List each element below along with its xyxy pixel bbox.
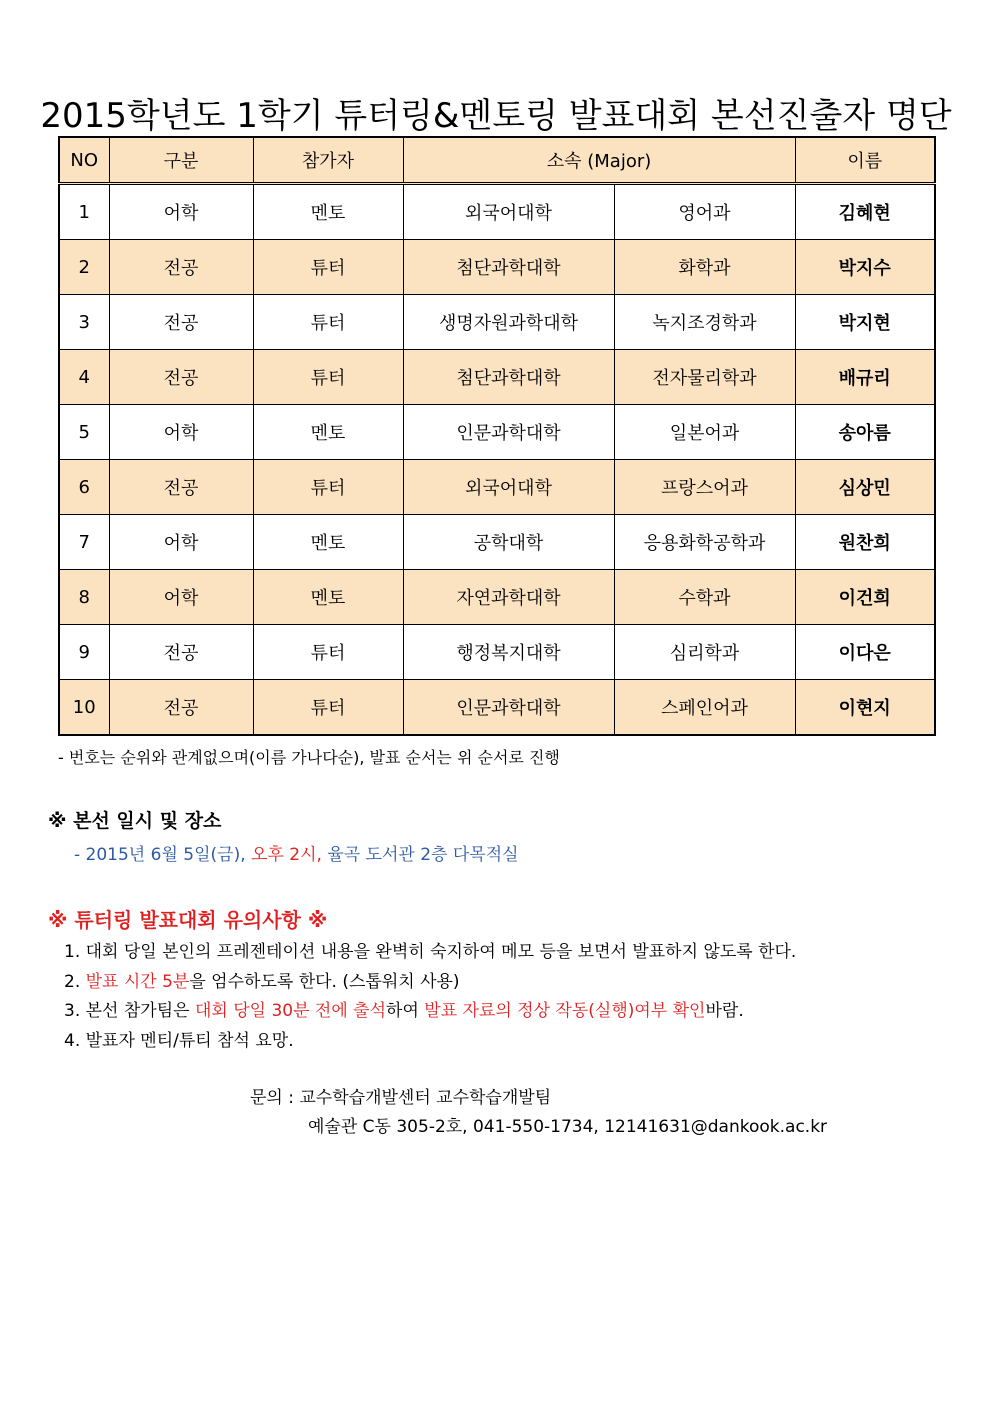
- cell-name: 박지현: [795, 295, 935, 350]
- cell-college: 외국어대학: [403, 460, 614, 515]
- cell-category: 전공: [109, 295, 253, 350]
- cell-category: 어학: [109, 515, 253, 570]
- cell-name: 이다은: [795, 625, 935, 680]
- cell-dept: 영어과: [614, 184, 795, 240]
- schedule-date: 2015년 6월 5일(금),: [85, 845, 246, 865]
- cell-participant: 튜터: [253, 625, 403, 680]
- cell-participant: 튜터: [253, 350, 403, 405]
- cell-college: 인문과학대학: [403, 680, 614, 736]
- cell-participant: 튜터: [253, 295, 403, 350]
- table-row: [59, 405, 935, 460]
- cell-dept: 심리학과: [614, 625, 795, 680]
- cell-category: 전공: [109, 240, 253, 295]
- cell-college: 첨단과학대학: [403, 240, 614, 295]
- cell-participant: 멘토: [253, 515, 403, 570]
- caution-item-3-a: 3. 본선 참가팀은: [64, 1001, 195, 1021]
- cell-college: 자연과학대학: [403, 570, 614, 625]
- header-participant: 참가자: [253, 137, 403, 184]
- schedule-heading: ※ 본선 일시 및 장소: [48, 810, 222, 832]
- cell-college: 행정복지대학: [403, 625, 614, 680]
- cell-no: 2: [59, 240, 109, 295]
- table-header-row: [59, 137, 935, 184]
- table-row: [59, 350, 935, 405]
- cell-dept: 프랑스어과: [614, 460, 795, 515]
- caution-item-4: 4. 발표자 멘티/튜티 참석 요망.: [64, 1030, 294, 1051]
- cell-participant: 멘토: [253, 405, 403, 460]
- cell-no: 3: [59, 295, 109, 350]
- cell-dept: 일본어과: [614, 405, 795, 460]
- cell-dept: 수학과: [614, 570, 795, 625]
- header-no: NO: [59, 137, 109, 184]
- cell-category: 어학: [109, 184, 253, 240]
- header-category: 구분: [109, 137, 253, 184]
- cell-name: 박지수: [795, 240, 935, 295]
- cell-name: 이건희: [795, 570, 935, 625]
- schedule-prefix: -: [74, 845, 86, 865]
- contact-line-1: 문의 : 교수학습개발센터 교수학습개발팀: [250, 1088, 552, 1108]
- caution-item-1: 1. 대회 당일 본인의 프레젠테이션 내용을 완벽히 숙지하여 메모 등을 보면서 발표하지 않도록 한다.: [64, 942, 797, 962]
- page-title: 2015학년도 1학기 튜터링&멘토링 발표대회 본선진출자 명단: [40, 96, 952, 136]
- caution-item-2-rest: 을 엄수하도록 한다. (스톱워치 사용): [189, 971, 460, 992]
- table-row: [59, 515, 935, 570]
- cell-dept: 화학과: [614, 240, 795, 295]
- cell-college: 외국어대학: [403, 184, 614, 240]
- table-row: [59, 295, 935, 350]
- schedule-line: [74, 840, 519, 865]
- cell-no: 6: [59, 460, 109, 515]
- cell-participant: 튜터: [253, 460, 403, 515]
- cell-name: 이현지: [795, 680, 935, 736]
- caution-item-3-c: 하여: [386, 1001, 425, 1021]
- table-row: [59, 240, 935, 295]
- caution-item-3-e: 바람.: [705, 1001, 744, 1021]
- cell-category: 전공: [109, 350, 253, 405]
- table-row: [59, 460, 935, 515]
- cell-college: 인문과학대학: [403, 405, 614, 460]
- cell-name: 배규리: [795, 350, 935, 405]
- finalists-table: [58, 136, 936, 736]
- cell-no: 8: [59, 570, 109, 625]
- caution-item-3: [64, 997, 796, 1027]
- cell-participant: 멘토: [253, 570, 403, 625]
- caution-item-2-emphasis: 발표 시간 5분: [85, 971, 190, 992]
- table-footnote: - 번호는 순위와 관계없으며(이름 가나다순), 발표 순서는 위 순서로 진행: [58, 748, 560, 767]
- cell-no: 1: [59, 184, 109, 240]
- cell-no: 4: [59, 350, 109, 405]
- cell-name: 송아름: [795, 405, 935, 460]
- caution-item-3-b: 대회 당일 30분 전에 출석: [194, 1001, 387, 1021]
- cell-category: 전공: [109, 625, 253, 680]
- caution-list: [64, 938, 796, 1056]
- contact-block: [250, 1084, 827, 1142]
- table-row: [59, 625, 935, 680]
- cell-college: 생명자원과학대학: [403, 295, 614, 350]
- cell-no: 10: [59, 680, 109, 736]
- caution-item-3-d: 발표 자료의 정상 작동(실행)여부 확인: [424, 1001, 706, 1021]
- cell-name: 김혜현: [795, 184, 935, 240]
- table-row: [59, 680, 935, 736]
- cell-dept: 응용화학공학과: [614, 515, 795, 570]
- contact-line-2: 예술관 C동 305-2호, 041-550-1734, 12141631@dankook.ac.kr: [308, 1117, 828, 1137]
- table-row: [59, 184, 935, 240]
- cell-name: 원찬희: [795, 515, 935, 570]
- cell-category: 전공: [109, 680, 253, 736]
- cell-dept: 전자물리학과: [614, 350, 795, 405]
- cell-dept: 녹지조경학과: [614, 295, 795, 350]
- schedule-time: 오후 2시,: [251, 845, 322, 865]
- cell-no: 9: [59, 625, 109, 680]
- caution-item-2: [64, 968, 796, 998]
- cell-dept: 스페인어과: [614, 680, 795, 736]
- caution-item-2-num: 2.: [64, 971, 86, 992]
- cell-no: 7: [59, 515, 109, 570]
- cell-college: 공학대학: [403, 515, 614, 570]
- cell-no: 5: [59, 405, 109, 460]
- schedule-place: 율곡 도서관 2층 다목적실: [327, 845, 519, 865]
- cell-participant: 튜터: [253, 240, 403, 295]
- header-major: 소속 (Major): [403, 137, 795, 184]
- cell-participant: 튜터: [253, 680, 403, 736]
- caution-heading: ※ 튜터링 발표대회 유의사항 ※: [48, 908, 328, 932]
- cell-name: 심상민: [795, 460, 935, 515]
- cell-category: 전공: [109, 460, 253, 515]
- header-name: 이름: [795, 137, 935, 184]
- cell-participant: 멘토: [253, 184, 403, 240]
- cell-category: 어학: [109, 570, 253, 625]
- cell-category: 어학: [109, 405, 253, 460]
- cell-college: 첨단과학대학: [403, 350, 614, 405]
- table-row: [59, 570, 935, 625]
